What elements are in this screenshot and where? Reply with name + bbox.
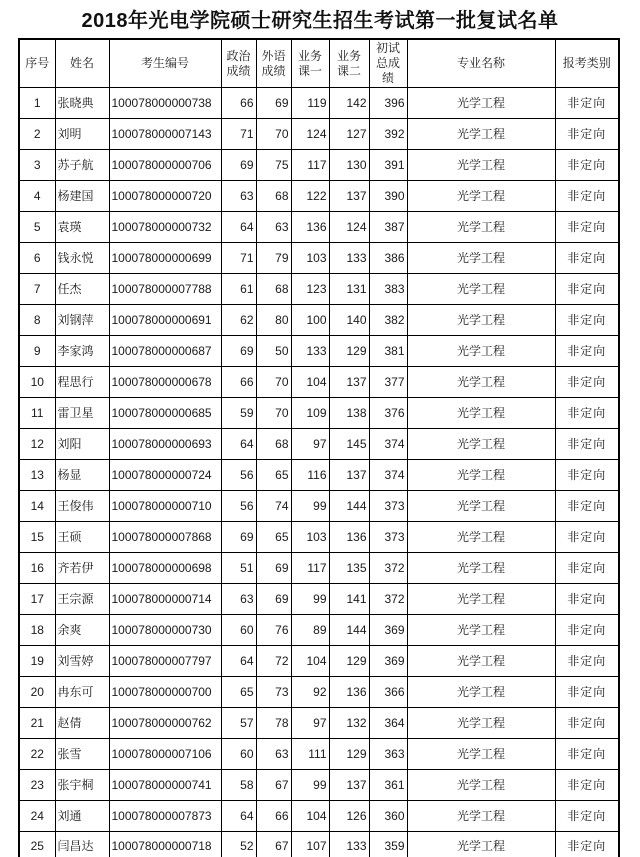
- cell-course2: 133: [329, 243, 369, 274]
- cell-major: 光学工程: [407, 150, 555, 181]
- column-header-total: 初试总成绩: [369, 39, 407, 88]
- cell-category: 非定向: [555, 88, 619, 119]
- cell-major: 光学工程: [407, 522, 555, 553]
- cell-major: 光学工程: [407, 739, 555, 770]
- cell-major: 光学工程: [407, 677, 555, 708]
- cell-index: 24: [19, 801, 55, 832]
- cell-total: 382: [369, 305, 407, 336]
- cell-index: 18: [19, 615, 55, 646]
- cell-course2: 137: [329, 367, 369, 398]
- cell-major: 光学工程: [407, 243, 555, 274]
- cell-politics: 57: [221, 708, 256, 739]
- cell-foreign_language: 63: [256, 212, 291, 243]
- cell-foreign_language: 68: [256, 181, 291, 212]
- cell-course2: 127: [329, 119, 369, 150]
- cell-course2: 129: [329, 739, 369, 770]
- cell-foreign_language: 65: [256, 460, 291, 491]
- cell-name: 刘通: [55, 801, 109, 832]
- cell-name: 王宗源: [55, 584, 109, 615]
- cell-candidate_no: 100078000000685: [109, 398, 221, 429]
- table-row: [19, 367, 619, 398]
- cell-candidate_no: 100078000007106: [109, 739, 221, 770]
- cell-course1: 103: [291, 522, 329, 553]
- cell-candidate_no: 100078000000718: [109, 832, 221, 857]
- cell-course2: 136: [329, 677, 369, 708]
- cell-total: 372: [369, 584, 407, 615]
- cell-candidate_no: 100078000000706: [109, 150, 221, 181]
- cell-category: 非定向: [555, 615, 619, 646]
- cell-major: 光学工程: [407, 460, 555, 491]
- table-row: [19, 553, 619, 584]
- cell-total: 376: [369, 398, 407, 429]
- cell-name: 程思行: [55, 367, 109, 398]
- cell-course1: 136: [291, 212, 329, 243]
- cell-course2: 133: [329, 832, 369, 857]
- cell-politics: 61: [221, 274, 256, 305]
- cell-politics: 59: [221, 398, 256, 429]
- cell-name: 刘明: [55, 119, 109, 150]
- cell-name: 苏子航: [55, 150, 109, 181]
- cell-politics: 63: [221, 181, 256, 212]
- cell-course2: 141: [329, 584, 369, 615]
- cell-foreign_language: 70: [256, 367, 291, 398]
- cell-course2: 132: [329, 708, 369, 739]
- cell-foreign_language: 75: [256, 150, 291, 181]
- cell-name: 杨显: [55, 460, 109, 491]
- table-row: [19, 150, 619, 181]
- cell-total: 390: [369, 181, 407, 212]
- table-row: [19, 119, 619, 150]
- cell-course1: 117: [291, 553, 329, 584]
- cell-name: 张晓典: [55, 88, 109, 119]
- cell-course1: 99: [291, 770, 329, 801]
- cell-total: 360: [369, 801, 407, 832]
- cell-total: 383: [369, 274, 407, 305]
- cell-name: 钱永悦: [55, 243, 109, 274]
- cell-candidate_no: 100078000007143: [109, 119, 221, 150]
- cell-politics: 63: [221, 584, 256, 615]
- cell-foreign_language: 70: [256, 119, 291, 150]
- cell-course2: 129: [329, 336, 369, 367]
- cell-major: 光学工程: [407, 584, 555, 615]
- cell-major: 光学工程: [407, 801, 555, 832]
- cell-index: 21: [19, 708, 55, 739]
- cell-name: 李家鸿: [55, 336, 109, 367]
- cell-course1: 92: [291, 677, 329, 708]
- cell-name: 袁瑛: [55, 212, 109, 243]
- cell-candidate_no: 100078000000710: [109, 491, 221, 522]
- column-header-course2: 业务课二: [329, 39, 369, 88]
- cell-foreign_language: 65: [256, 522, 291, 553]
- cell-index: 19: [19, 646, 55, 677]
- cell-total: 373: [369, 522, 407, 553]
- cell-index: 25: [19, 832, 55, 857]
- table-row: [19, 646, 619, 677]
- cell-total: 392: [369, 119, 407, 150]
- cell-foreign_language: 50: [256, 336, 291, 367]
- cell-total: 391: [369, 150, 407, 181]
- table-body: [19, 88, 619, 857]
- cell-politics: 69: [221, 522, 256, 553]
- table-row: [19, 429, 619, 460]
- cell-category: 非定向: [555, 522, 619, 553]
- cell-index: 15: [19, 522, 55, 553]
- cell-total: 373: [369, 491, 407, 522]
- cell-politics: 64: [221, 801, 256, 832]
- cell-candidate_no: 100078000007868: [109, 522, 221, 553]
- cell-index: 7: [19, 274, 55, 305]
- cell-name: 雷卫星: [55, 398, 109, 429]
- cell-index: 8: [19, 305, 55, 336]
- cell-course1: 100: [291, 305, 329, 336]
- cell-candidate_no: 100078000000714: [109, 584, 221, 615]
- table-row: [19, 491, 619, 522]
- cell-course1: 103: [291, 243, 329, 274]
- cell-name: 闫昌达: [55, 832, 109, 857]
- cell-foreign_language: 67: [256, 770, 291, 801]
- cell-politics: 60: [221, 739, 256, 770]
- cell-category: 非定向: [555, 336, 619, 367]
- column-header-course1: 业务课一: [291, 39, 329, 88]
- cell-index: 5: [19, 212, 55, 243]
- cell-foreign_language: 69: [256, 553, 291, 584]
- table-row: [19, 336, 619, 367]
- cell-category: 非定向: [555, 491, 619, 522]
- cell-foreign_language: 68: [256, 429, 291, 460]
- cell-foreign_language: 72: [256, 646, 291, 677]
- table-row: [19, 243, 619, 274]
- cell-total: 374: [369, 460, 407, 491]
- cell-course2: 136: [329, 522, 369, 553]
- cell-politics: 56: [221, 491, 256, 522]
- cell-politics: 64: [221, 212, 256, 243]
- cell-course2: 129: [329, 646, 369, 677]
- cell-course1: 107: [291, 832, 329, 857]
- cell-politics: 69: [221, 150, 256, 181]
- cell-category: 非定向: [555, 305, 619, 336]
- cell-course2: 126: [329, 801, 369, 832]
- cell-name: 冉东可: [55, 677, 109, 708]
- cell-total: 381: [369, 336, 407, 367]
- cell-course1: 89: [291, 615, 329, 646]
- cell-index: 2: [19, 119, 55, 150]
- cell-index: 17: [19, 584, 55, 615]
- admission-roster-table: [18, 38, 620, 857]
- table-row: [19, 770, 619, 801]
- cell-foreign_language: 80: [256, 305, 291, 336]
- cell-candidate_no: 100078000007797: [109, 646, 221, 677]
- cell-foreign_language: 63: [256, 739, 291, 770]
- cell-category: 非定向: [555, 553, 619, 584]
- cell-foreign_language: 74: [256, 491, 291, 522]
- cell-foreign_language: 68: [256, 274, 291, 305]
- cell-category: 非定向: [555, 801, 619, 832]
- cell-candidate_no: 100078000000678: [109, 367, 221, 398]
- cell-index: 3: [19, 150, 55, 181]
- cell-category: 非定向: [555, 398, 619, 429]
- cell-category: 非定向: [555, 367, 619, 398]
- table-row: [19, 181, 619, 212]
- cell-total: 374: [369, 429, 407, 460]
- column-header-category: 报考类别: [555, 39, 619, 88]
- cell-total: 377: [369, 367, 407, 398]
- cell-politics: 56: [221, 460, 256, 491]
- cell-name: 任杰: [55, 274, 109, 305]
- table-row: [19, 832, 619, 857]
- column-header-candidate_no: 考生编号: [109, 39, 221, 88]
- table-row: [19, 522, 619, 553]
- cell-candidate_no: 100078000000732: [109, 212, 221, 243]
- cell-category: 非定向: [555, 677, 619, 708]
- cell-candidate_no: 100078000000741: [109, 770, 221, 801]
- cell-name: 齐若伊: [55, 553, 109, 584]
- cell-total: 387: [369, 212, 407, 243]
- table-row: [19, 708, 619, 739]
- cell-category: 非定向: [555, 212, 619, 243]
- cell-course2: 130: [329, 150, 369, 181]
- cell-index: 20: [19, 677, 55, 708]
- column-header-major: 专业名称: [407, 39, 555, 88]
- table-row: [19, 305, 619, 336]
- cell-category: 非定向: [555, 429, 619, 460]
- cell-category: 非定向: [555, 584, 619, 615]
- cell-course2: 144: [329, 615, 369, 646]
- cell-politics: 64: [221, 429, 256, 460]
- cell-index: 9: [19, 336, 55, 367]
- cell-category: 非定向: [555, 274, 619, 305]
- cell-course1: 117: [291, 150, 329, 181]
- cell-course2: 137: [329, 181, 369, 212]
- cell-total: 359: [369, 832, 407, 857]
- cell-foreign_language: 70: [256, 398, 291, 429]
- cell-category: 非定向: [555, 832, 619, 857]
- cell-foreign_language: 73: [256, 677, 291, 708]
- cell-politics: 66: [221, 367, 256, 398]
- cell-foreign_language: 66: [256, 801, 291, 832]
- cell-course1: 124: [291, 119, 329, 150]
- cell-course2: 137: [329, 770, 369, 801]
- column-header-politics: 政治成绩: [221, 39, 256, 88]
- cell-course1: 123: [291, 274, 329, 305]
- cell-major: 光学工程: [407, 615, 555, 646]
- cell-major: 光学工程: [407, 336, 555, 367]
- cell-index: 22: [19, 739, 55, 770]
- cell-total: 372: [369, 553, 407, 584]
- cell-candidate_no: 100078000000724: [109, 460, 221, 491]
- cell-index: 4: [19, 181, 55, 212]
- cell-candidate_no: 100078000000687: [109, 336, 221, 367]
- cell-index: 13: [19, 460, 55, 491]
- cell-name: 刘阳: [55, 429, 109, 460]
- cell-politics: 52: [221, 832, 256, 857]
- cell-foreign_language: 76: [256, 615, 291, 646]
- cell-course1: 122: [291, 181, 329, 212]
- cell-major: 光学工程: [407, 305, 555, 336]
- cell-foreign_language: 69: [256, 584, 291, 615]
- cell-course2: 124: [329, 212, 369, 243]
- column-header-foreign_language: 外语成绩: [256, 39, 291, 88]
- cell-major: 光学工程: [407, 367, 555, 398]
- cell-course1: 99: [291, 584, 329, 615]
- cell-total: 364: [369, 708, 407, 739]
- cell-category: 非定向: [555, 150, 619, 181]
- cell-major: 光学工程: [407, 88, 555, 119]
- cell-candidate_no: 100078000000698: [109, 553, 221, 584]
- cell-name: 赵倩: [55, 708, 109, 739]
- cell-major: 光学工程: [407, 491, 555, 522]
- cell-name: 王俊伟: [55, 491, 109, 522]
- cell-candidate_no: 100078000000738: [109, 88, 221, 119]
- table-header-row: [19, 39, 619, 88]
- table-row: [19, 739, 619, 770]
- cell-total: 366: [369, 677, 407, 708]
- cell-name: 余爽: [55, 615, 109, 646]
- cell-category: 非定向: [555, 646, 619, 677]
- cell-course1: 99: [291, 491, 329, 522]
- cell-major: 光学工程: [407, 708, 555, 739]
- cell-index: 12: [19, 429, 55, 460]
- cell-total: 369: [369, 646, 407, 677]
- cell-course2: 138: [329, 398, 369, 429]
- cell-course1: 104: [291, 367, 329, 398]
- cell-name: 刘钢萍: [55, 305, 109, 336]
- cell-total: 363: [369, 739, 407, 770]
- cell-foreign_language: 78: [256, 708, 291, 739]
- cell-candidate_no: 100078000007788: [109, 274, 221, 305]
- cell-index: 10: [19, 367, 55, 398]
- cell-index: 6: [19, 243, 55, 274]
- table-row: [19, 398, 619, 429]
- cell-course2: 145: [329, 429, 369, 460]
- cell-course1: 109: [291, 398, 329, 429]
- cell-category: 非定向: [555, 708, 619, 739]
- cell-course1: 111: [291, 739, 329, 770]
- cell-index: 11: [19, 398, 55, 429]
- cell-major: 光学工程: [407, 212, 555, 243]
- table-row: [19, 584, 619, 615]
- cell-foreign_language: 69: [256, 88, 291, 119]
- cell-candidate_no: 100078000000762: [109, 708, 221, 739]
- cell-course2: 140: [329, 305, 369, 336]
- cell-category: 非定向: [555, 181, 619, 212]
- cell-course1: 104: [291, 646, 329, 677]
- cell-major: 光学工程: [407, 832, 555, 857]
- cell-name: 王硕: [55, 522, 109, 553]
- cell-candidate_no: 100078000000700: [109, 677, 221, 708]
- cell-major: 光学工程: [407, 770, 555, 801]
- cell-major: 光学工程: [407, 429, 555, 460]
- cell-index: 1: [19, 88, 55, 119]
- cell-major: 光学工程: [407, 646, 555, 677]
- cell-course2: 144: [329, 491, 369, 522]
- cell-course2: 142: [329, 88, 369, 119]
- column-header-name: 姓名: [55, 39, 109, 88]
- table-row: [19, 212, 619, 243]
- cell-politics: 65: [221, 677, 256, 708]
- cell-major: 光学工程: [407, 398, 555, 429]
- cell-index: 14: [19, 491, 55, 522]
- cell-category: 非定向: [555, 739, 619, 770]
- cell-course1: 97: [291, 708, 329, 739]
- table-row: [19, 677, 619, 708]
- cell-name: 杨建国: [55, 181, 109, 212]
- cell-candidate_no: 100078000000691: [109, 305, 221, 336]
- cell-foreign_language: 67: [256, 832, 291, 857]
- cell-politics: 69: [221, 336, 256, 367]
- cell-category: 非定向: [555, 243, 619, 274]
- cell-course1: 104: [291, 801, 329, 832]
- cell-total: 369: [369, 615, 407, 646]
- page-title: 2018年光电学院硕士研究生招生考试第一批复试名单: [81, 10, 559, 32]
- cell-candidate_no: 100078000000699: [109, 243, 221, 274]
- cell-course1: 116: [291, 460, 329, 491]
- cell-index: 23: [19, 770, 55, 801]
- cell-index: 16: [19, 553, 55, 584]
- cell-politics: 62: [221, 305, 256, 336]
- cell-course2: 137: [329, 460, 369, 491]
- cell-politics: 60: [221, 615, 256, 646]
- cell-course1: 133: [291, 336, 329, 367]
- cell-total: 361: [369, 770, 407, 801]
- cell-foreign_language: 79: [256, 243, 291, 274]
- cell-name: 张宇桐: [55, 770, 109, 801]
- cell-course1: 119: [291, 88, 329, 119]
- cell-total: 386: [369, 243, 407, 274]
- cell-course1: 97: [291, 429, 329, 460]
- table-row: [19, 274, 619, 305]
- table-row: [19, 88, 619, 119]
- cell-major: 光学工程: [407, 181, 555, 212]
- cell-major: 光学工程: [407, 274, 555, 305]
- cell-politics: 58: [221, 770, 256, 801]
- cell-politics: 66: [221, 88, 256, 119]
- cell-candidate_no: 100078000000693: [109, 429, 221, 460]
- cell-major: 光学工程: [407, 553, 555, 584]
- cell-politics: 64: [221, 646, 256, 677]
- cell-course2: 135: [329, 553, 369, 584]
- cell-candidate_no: 100078000007873: [109, 801, 221, 832]
- cell-politics: 71: [221, 243, 256, 274]
- cell-politics: 51: [221, 553, 256, 584]
- table-row: [19, 801, 619, 832]
- cell-total: 396: [369, 88, 407, 119]
- cell-category: 非定向: [555, 119, 619, 150]
- cell-category: 非定向: [555, 770, 619, 801]
- table-row: [19, 460, 619, 491]
- cell-category: 非定向: [555, 460, 619, 491]
- cell-course2: 131: [329, 274, 369, 305]
- cell-name: 刘雪婷: [55, 646, 109, 677]
- cell-name: 张雪: [55, 739, 109, 770]
- cell-major: 光学工程: [407, 119, 555, 150]
- cell-candidate_no: 100078000000730: [109, 615, 221, 646]
- cell-politics: 71: [221, 119, 256, 150]
- table-row: [19, 615, 619, 646]
- column-header-index: 序号: [19, 39, 55, 88]
- table-head: [19, 39, 619, 88]
- cell-candidate_no: 100078000000720: [109, 181, 221, 212]
